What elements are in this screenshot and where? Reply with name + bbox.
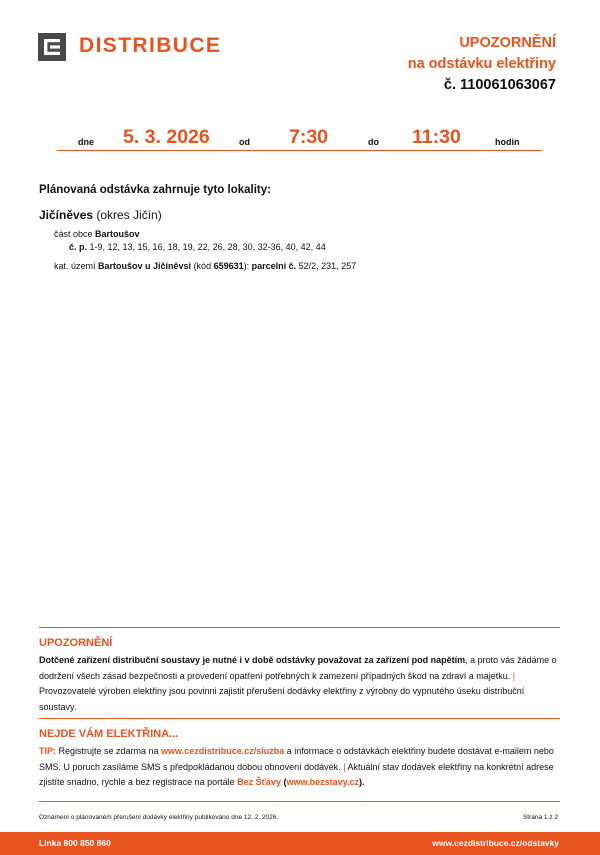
publication-note: Oznámení o plánovaném přerušení dodávky elektřiny publikováno dne 12. 2. 2026. [39,814,279,821]
warning-text1: , a proto vás žádáme o dodržení všech zásad bezpečnosti a provedení opatření potřebných k zamezení případných škod na zdraví a majetku. [39,655,557,681]
date-label: dne [78,137,95,147]
notice-title: UPOZORNĚNÍ [459,35,556,51]
kat-name: Bartoušov u Jičíněvsi [98,261,192,271]
cadastral-area [54,261,356,271]
footnote-separator [39,801,560,802]
portal-name: Bez Šťávy [237,777,281,788]
from-time: 7:30 [289,126,329,148]
warning-text [39,653,564,715]
cp-label: č. p. [69,242,88,252]
to-label: do [368,137,379,147]
notice-number: č. 110061063067 [443,77,556,93]
portal-link[interactable]: www.bezstavy.cz [286,777,359,788]
municipality-name: Jičíněves [39,208,94,222]
service-link[interactable]: www.cezdistribuce.cz/sluzba [161,746,285,756]
tip-text3: Aktuální stav dodávek elektřiny na konkrétní adrese zjistíte snadno, rychle a bez registrace na portále [39,761,554,788]
cp-values: 1-9, 12, 13, 15, 16, 18, 19, 22, 26, 28, 30, 32-36, 40, 42, 44 [87,242,326,252]
warning-pipe: | [510,670,516,681]
tip-title: NEJDE VÁM ELEKTŘINA... [39,728,179,740]
footer-bar [0,832,600,855]
tip-pipe: | [340,761,348,772]
to-time: 11:30 [412,126,461,148]
portal-open: ( [280,777,287,788]
tip-text2: a informace o odstávkách elektřiny budete dostávat e-mailem nebo SMS. U poruch zasíláme SMS s předpokládanou dobou obnovení dodávek. [39,746,554,772]
warning-separator [39,627,560,628]
notice-subtitle: na odstávku elektřiny [407,56,556,72]
outage-date: 5. 3. 2026 [123,126,210,148]
kat-code: 659631 [213,261,244,271]
hotline[interactable]: Linka 800 850 860 [39,838,111,848]
part-name: Bartoušov [95,229,140,239]
from-label: od [239,137,250,147]
house-numbers [69,242,326,252]
part-prefix: část obce [54,229,96,239]
tip-label: TIP: [39,746,56,756]
schedule-row [57,120,542,151]
logo-text: DISTRIBUCE [79,34,222,57]
cez-logo-icon [38,33,66,61]
hours-label: hodin [495,137,520,147]
kat-code-suffix: ): [243,261,252,271]
municipality-part [54,229,140,239]
district-name: (okres Jičín) [93,208,162,222]
page-number: Strana 1 z 2 [522,814,558,821]
municipality-heading [39,208,162,222]
parcel-values: 52/2, 231, 257 [296,261,357,271]
tip-text [39,744,564,791]
outages-link[interactable]: www.cezdistribuce.cz/odstavky [432,838,559,848]
portal-close: ). [358,777,365,788]
parcel-label: parcelní č. [251,261,297,271]
locations-intro: Plánovaná odstávka zahrnuje tyto lokality: [39,184,271,196]
tip-text1: Registrujte se zdarma na [56,746,162,756]
warning-bold: Dotčené zařízení distribuční soustavy je nutné i v době odstávky považovat za zařízení pod napětím [39,655,466,665]
warning-text2: Provozovatelé výroben elektřiny jsou povinni zajistit přerušení dodávky elektřiny z výrobny do vypnutého úseku distribuční soustavy. [39,686,525,712]
kat-prefix: kat. území [54,261,99,271]
warning-title: UPOZORNĚNÍ [39,637,113,649]
kat-code-prefix: (kód [191,261,214,271]
tip-separator [39,718,560,719]
